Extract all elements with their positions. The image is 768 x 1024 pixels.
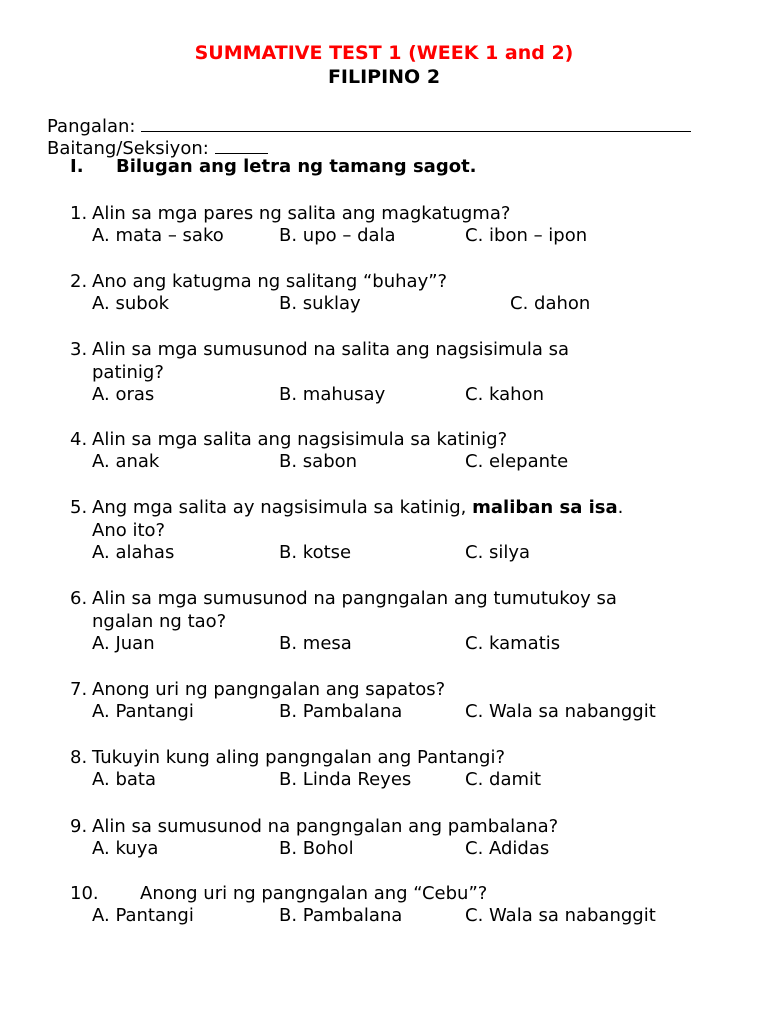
question-text: Alin sa mga sumusunod na salita ang nagsisimula sa <box>92 339 570 360</box>
part-instruction: Bilugan ang letra ng tamang sagot. <box>116 156 477 177</box>
question-item <box>70 428 507 451</box>
question-text: Alin sa mga pares ng salita ang magkatugma? <box>92 203 511 224</box>
name-blank[interactable] <box>141 112 691 132</box>
answer-option[interactable]: A. Pantangi <box>92 701 194 722</box>
question-number: 1. <box>70 203 88 224</box>
answer-option[interactable]: B. suklay <box>279 293 361 314</box>
answer-option[interactable]: C. kahon <box>465 384 544 405</box>
answer-option[interactable]: C. kamatis <box>465 633 561 654</box>
question-number: 3. <box>70 339 88 360</box>
question-text: Tukuyin kung aling pangngalan ang Pantangi? <box>92 747 506 768</box>
answer-option[interactable]: B. mesa <box>279 633 352 654</box>
question-number: 8. <box>70 747 88 768</box>
question-text: Alin sa mga sumusunod na pangngalan ang tumutukoy sa <box>92 588 617 609</box>
answer-option[interactable]: C. elepante <box>465 451 569 472</box>
question-text: Ang mga salita ay nagsisimula sa katinig, <box>92 497 473 518</box>
answer-option[interactable]: A. bata <box>92 769 156 790</box>
question-item <box>70 496 623 542</box>
answer-option[interactable]: C. Adidas <box>465 838 550 859</box>
question-item <box>70 202 510 225</box>
answer-option[interactable]: B. Linda Reyes <box>279 769 412 790</box>
question-number: 7. <box>70 679 88 700</box>
answer-option[interactable]: B. kotse <box>279 542 352 563</box>
question-text: Anong uri ng pangngalan ang “Cebu”? <box>140 883 488 904</box>
section-label: Baitang/Seksiyon: <box>47 138 209 159</box>
subject-title: FILIPINO 2 <box>327 66 441 88</box>
answer-option[interactable]: B. Bohol <box>279 838 354 859</box>
question-text-end: . <box>617 497 624 518</box>
answer-option[interactable]: A. mata – sako <box>92 225 224 246</box>
answer-option[interactable]: B. sabon <box>279 451 358 472</box>
question-number: 2. <box>70 271 88 292</box>
question-text-continued: ngalan ng tao? <box>92 611 227 632</box>
answer-option[interactable]: A. subok <box>92 293 170 314</box>
answer-option[interactable]: A. anak <box>92 451 160 472</box>
part-heading <box>70 156 477 177</box>
question-item <box>70 815 558 838</box>
question-item <box>70 270 447 293</box>
answer-option[interactable]: C. Wala sa nabanggit <box>465 905 656 926</box>
answer-option[interactable]: C. dahon <box>510 293 591 314</box>
question-text: Alin sa sumusunod na pangngalan ang pambalana? <box>92 816 559 837</box>
question-text-continued: patinig? <box>92 362 164 383</box>
question-item <box>70 678 445 701</box>
answer-option[interactable]: A. oras <box>92 384 155 405</box>
answer-option[interactable]: A. Juan <box>92 633 155 654</box>
question-number: 5. <box>70 497 88 518</box>
question-number: 9. <box>70 816 88 837</box>
section-blank[interactable] <box>215 134 268 154</box>
name-label: Pangalan: <box>47 116 136 137</box>
question-text-continued: Ano ito? <box>92 520 166 541</box>
answer-option[interactable]: C. damit <box>465 769 542 790</box>
answer-option[interactable]: B. upo – dala <box>279 225 396 246</box>
answer-option[interactable]: C. Wala sa nabanggit <box>465 701 656 722</box>
question-text: Alin sa mga salita ang nagsisimula sa katinig? <box>92 429 508 450</box>
answer-option[interactable]: B. Pambalana <box>279 905 403 926</box>
answer-option[interactable]: B. Pambalana <box>279 701 403 722</box>
question-item <box>70 587 617 633</box>
question-number: 4. <box>70 429 88 450</box>
question-item <box>70 882 487 905</box>
answer-option[interactable]: A. alahas <box>92 542 175 563</box>
question-emphasis: maliban sa isa <box>472 497 618 518</box>
question-item <box>70 746 505 769</box>
test-title: SUMMATIVE TEST 1 (WEEK 1 and 2) <box>194 42 574 64</box>
question-number: 10. <box>70 883 99 904</box>
answer-option[interactable]: A. kuya <box>92 838 159 859</box>
question-item <box>70 338 569 384</box>
part-number: I. <box>70 156 84 177</box>
question-text: Anong uri ng pangngalan ang sapatos? <box>92 679 446 700</box>
answer-option[interactable]: C. silya <box>465 542 531 563</box>
question-text: Ano ang katugma ng salitang “buhay”? <box>92 271 448 292</box>
answer-option[interactable]: B. mahusay <box>279 384 386 405</box>
answer-option[interactable]: C. ibon – ipon <box>465 225 588 246</box>
question-number: 6. <box>70 588 88 609</box>
answer-option[interactable]: A. Pantangi <box>92 905 194 926</box>
